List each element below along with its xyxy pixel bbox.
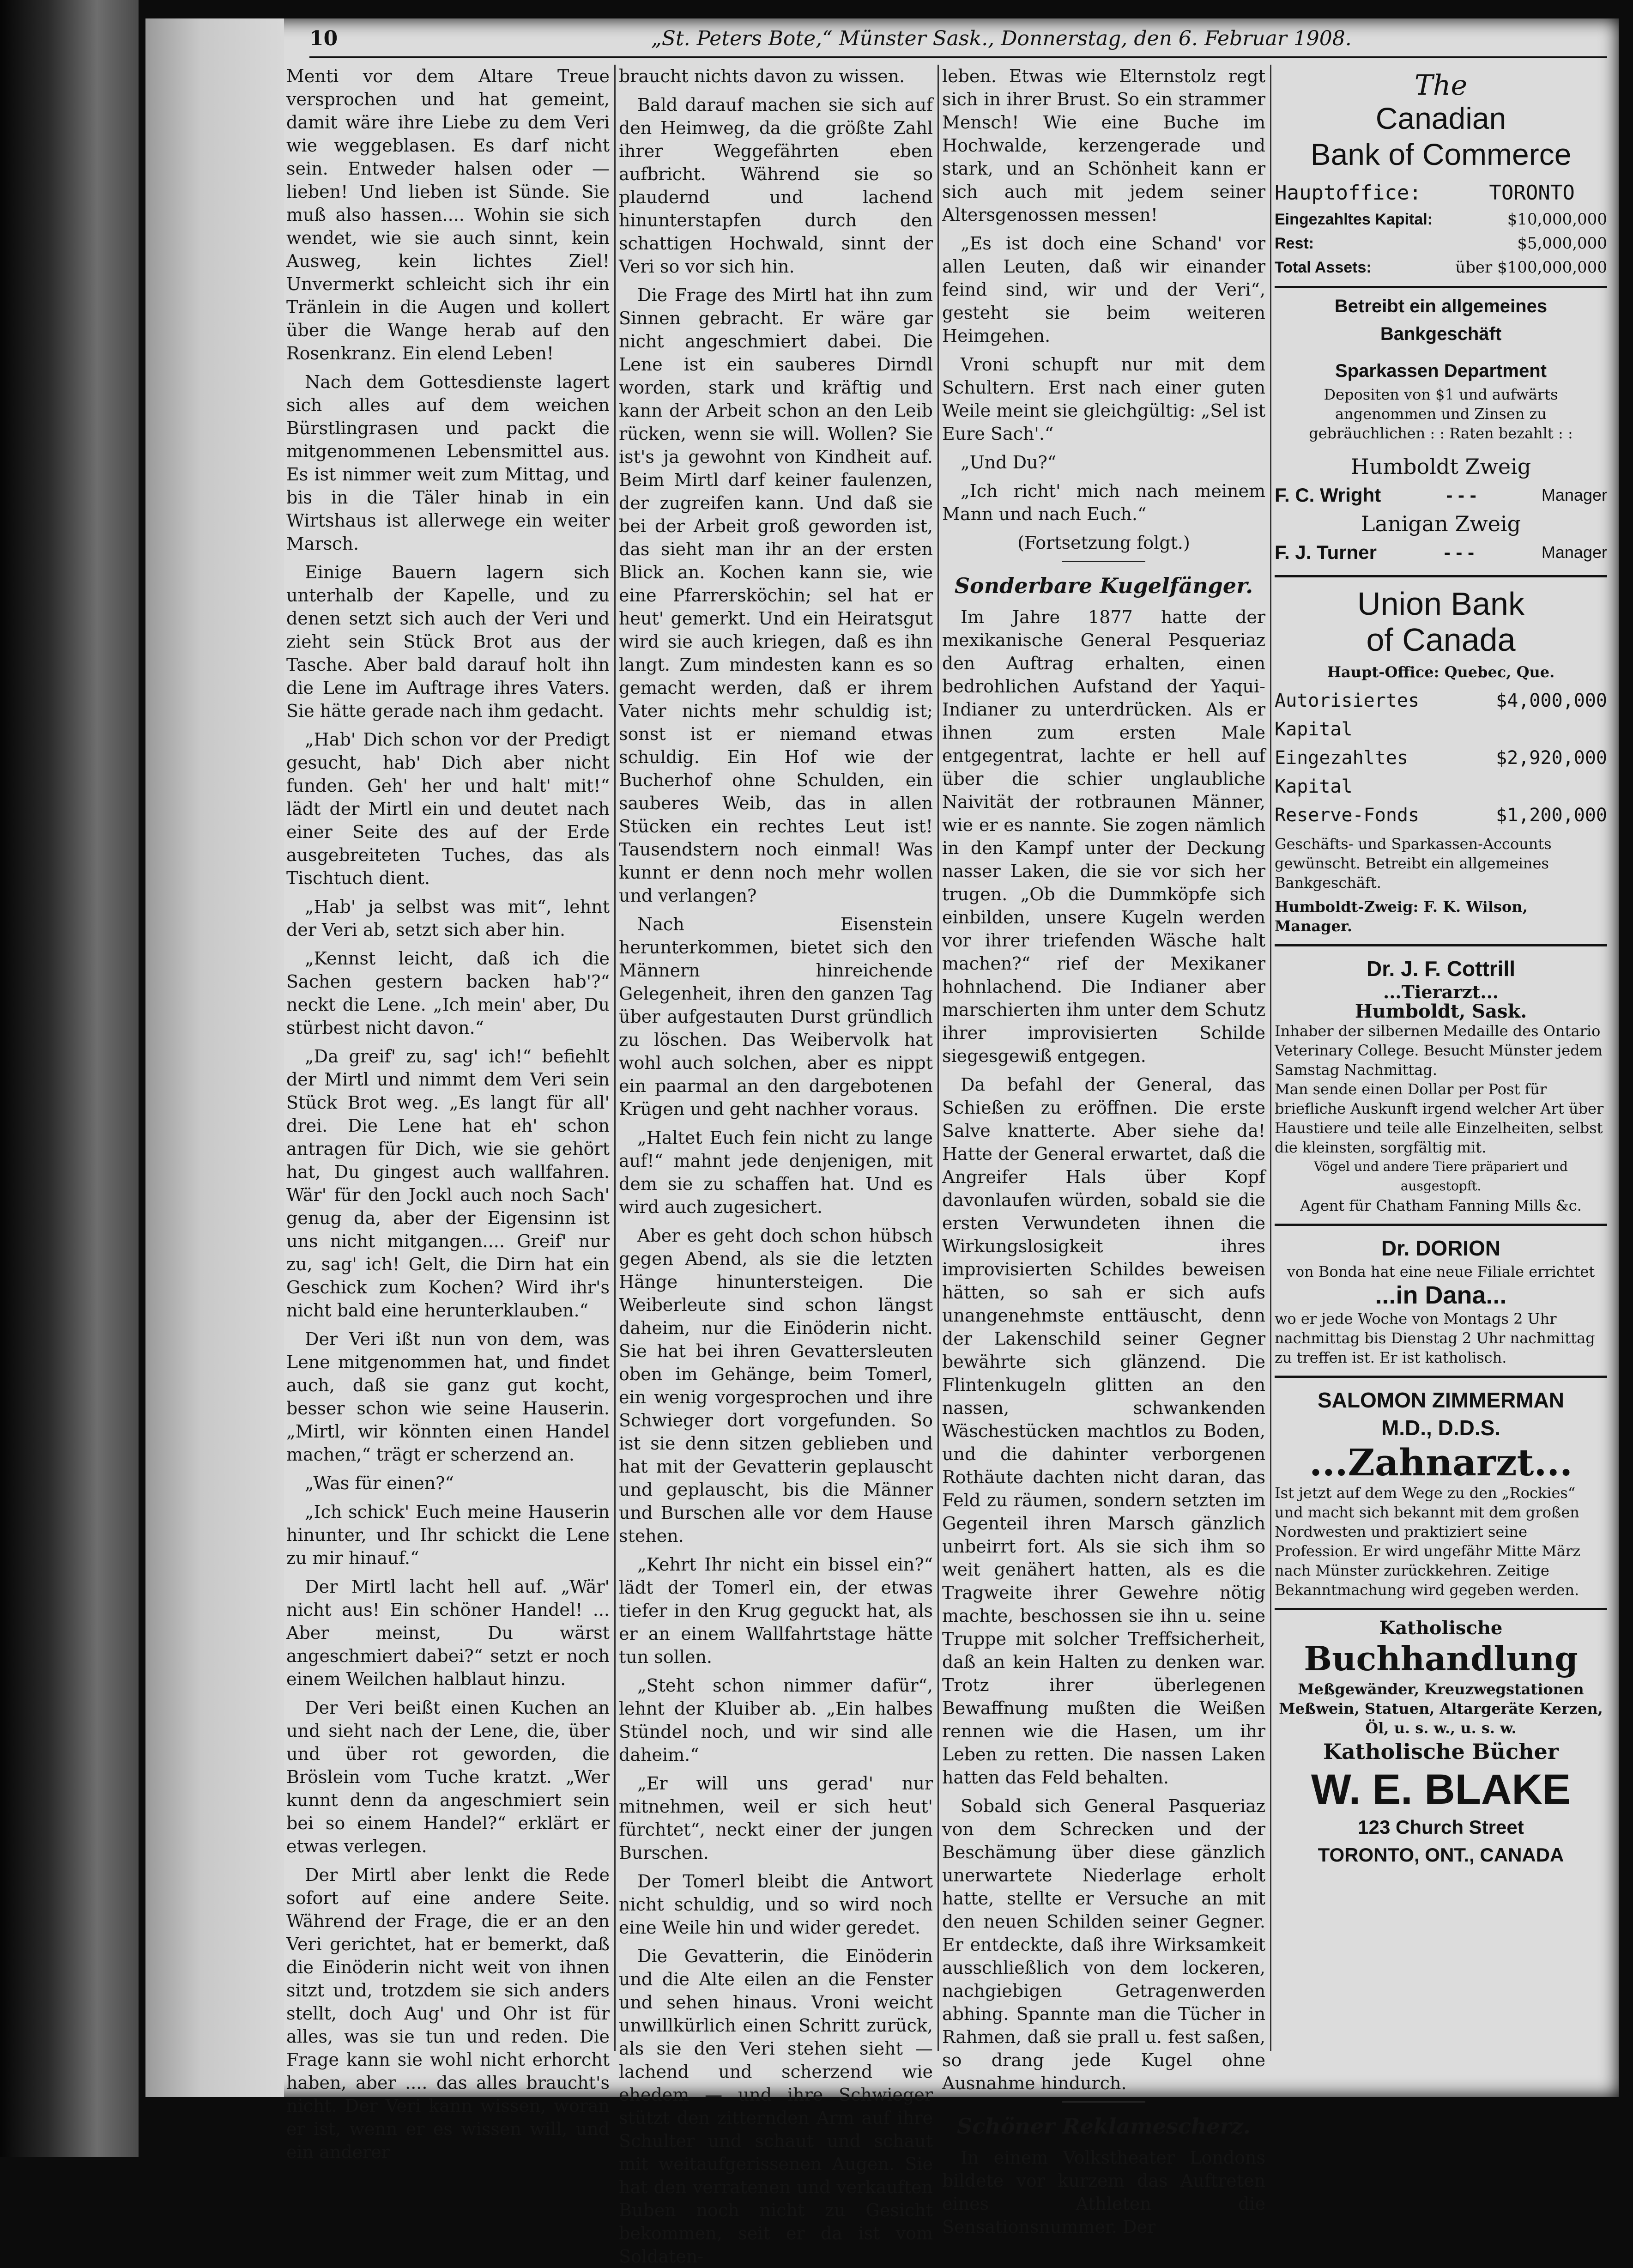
paragraph: braucht nichts davon zu wissen. [619, 66, 905, 86]
column-rule [1270, 65, 1271, 2051]
paragraph: Nach Eisenstein herunterkommen, bietet sich den Männern hinreichende Gelegenheit, ihren den ganzen Tag über aufgestauten Durst gründlich zu löschen. Das Weibervolk hat wohl auch solchen, aber es nippt ein paarmal an den dargebotenen Krügen und geht nachher voraus. [619, 914, 933, 1119]
row-label: Eingezahltes Kapital: [1275, 211, 1433, 228]
row-value: $5,000,000 [1517, 234, 1607, 253]
book-binding [0, 0, 139, 2157]
ad-union-bank [1275, 577, 1607, 946]
doctor-line: von Bonda hat eine neue Filiale errichtet [1287, 1263, 1595, 1280]
paragraph: Der Tomerl bleibt die Antwort nicht schuldig, und so wird noch eine Weile hin und wider geredet. [619, 1871, 933, 1938]
vet-title: ...Tierarzt... [1383, 982, 1499, 1002]
ad-dr-dorion [1275, 1226, 1607, 1378]
vet-text: Inhaber der silbernen Medaille des Ontario Veterinary College. Besucht Münster jedem Samstag Nachmittag. [1275, 1022, 1603, 1079]
bookstore-street: 123 Church Street [1358, 1816, 1524, 1838]
paragraph: „Kehrt Ihr nicht ein bissel ein?“ lädt der Tomerl ein, der etwas tiefer in den Krug geguckt hat, als er an einem Wallfahrtstage hätte tun sollen. [619, 1554, 933, 1667]
manager-name: F. C. Wright [1275, 484, 1381, 506]
row-label: Autorisiertes Kapital [1275, 690, 1420, 740]
manager-name: F. J. Turner [1275, 541, 1377, 563]
paragraph: „Was für einen?“ [305, 1473, 454, 1493]
head-office: Haupt-Office: Quebec, Que. [1327, 663, 1555, 681]
page-header [309, 24, 1607, 58]
paragraph: Einige Bauern lagern sich unterhalb der Kapelle, und zu denen setzt sich auch der Veri und zieht sein Stück Brot aus der Tasche. Aber bald darauf holt ihn die Lene im Auftrage ihres Vaters. Sie hätte gerade nach ihm gedacht. [286, 562, 610, 721]
head-office-city: TORONTO [1489, 181, 1575, 205]
paragraph: Im Jahre 1877 hatte der mexikanische General Pesqueriaz den Auftrag erhalten, einen bedrohlichen Aufstand der Yaqui-Indianer zu unterdrücken. Als er ihnen zum ersten Male entgegentrat, lachte er hell auf über die schier unglaubliche Naivität der rotbraunen Männer, wie er es nannte. Sie zogen nämlich in den Kampf unter der Deckung nasser Laken, die sie vor sich her trugen. „Ob die Dummköpfe sich einbilden, unsere Kugeln werden vor ihrer triefenden Wäsche halt machen?“ rief der Mexikaner hohnlachend. Die Indianer aber marschierten ihm unter dem Schutz ihrer improvisierten Schilde siegesgewiß entgegen. [942, 607, 1265, 1066]
page-number: 10 [309, 27, 338, 50]
ad-veterinarian [1275, 946, 1607, 1226]
head-office-label: Hauptoffice: [1275, 181, 1421, 205]
doctor-name: Dr. DORION [1381, 1236, 1501, 1260]
bookstore-kath: Katholische [1379, 1617, 1503, 1639]
column-1 [286, 65, 610, 2162]
bank-name: Bank of Commerce [1310, 137, 1572, 171]
row-label: Rest: [1275, 235, 1314, 252]
bookstore-books: Katholische Bücher [1323, 1739, 1559, 1764]
paragraph: „Haltet Euch fein nicht zu lange auf!“ mahnt jede denjenigen, mit dem sie zu schaffen hat. Und es wird auch zugesichert. [619, 1128, 933, 1217]
paragraph: „Ich schick' Euch meine Hauserin hinunter, und Ihr schickt die Lene zu mir hinauf.“ [286, 1502, 610, 1568]
column-rule [937, 65, 939, 2051]
dentist-title: ...Zahnarzt... [1309, 1441, 1573, 1484]
savings-text: Depositen von $1 und aufwärts angenommen und Zinsen zu gebräuchlichen : : Raten bezahlt : : [1309, 386, 1573, 442]
paragraph: „Hab' Dich schon vor der Predigt gesucht, hab' Dich aber nicht funden. Geh' her und halt' mit!“ lädt der Mirtl ein und deutet nach einer Seite des auf der Erde ausgebreiteten Tuches, das als Tischtuch dient. [286, 729, 610, 888]
paragraph: „Hab' ja selbst was mit“, lehnt der Veri ab, setzt sich aber hin. [286, 897, 610, 940]
vet-text: Vögel und andere Tiere präpariert und ausgestopft. [1314, 1159, 1568, 1194]
paragraph: Da befahl der General, das Schießen zu eröffnen. Die erste Salve knatterte. Aber siehe da! Hatte der General erwartet, daß die Angreifer Hals über Kopf davonlaufen würden, sobald sie die ersten Verwundeten ihnen die Wirkungslosigkeit ihres improvisierten Schildes beweisen hätten, so sah er sich aufs unangenehmste enttäuscht, denn der Lakenschild seiner Gegner bewährte sich glänzend. Die Flintenkugeln glitten an den nassen, schwankenden Wäschestücken machtlos zu Boden, und die dahinter verborgenen Rothäute dachten nicht daran, das Feld zu räumen, sondern setzten im Gegenteil ihren Marsch gänzlich unbeirrt fort. Als sie sich ihm so weit genähert hatten, als es die Tragweite ihrer Gewehre nötig machte, beschossen sie ihn u. seine Truppe mit solcher Treffsicherheit, daß an kein Halten zu denken war. Trotz ihrer überlegenen Bewaffnung mußten die Weißen rennen wie die Hasen, um ihr Leben zu retten. Die nassen Laken hatten das Feld behalten. [942, 1074, 1265, 1788]
capital-row [1275, 255, 1607, 279]
column-3 [942, 65, 1265, 2237]
page-gutter [145, 18, 284, 2097]
divider [1062, 2101, 1145, 2103]
dentist-text: Ist jetzt auf dem Wege zu den „Rockies“ und macht sich bekannt mit dem großen Nordwesten und praktiziert seine Profession. Er wird ungefähr Mitte März nach Münster zurückkehren. Zeitige Bekanntmachung wird gegeben werden. [1275, 1484, 1581, 1599]
paragraph: Der Veri ißt nun von dem, was Lene mitgenommen hat, und findet auch, daß sie ganz gut kocht, besser schon wie seine Hauserin. „Mirtl, wir könnten einen Handel machen,“ trägt er scherzend an. [286, 1329, 610, 1465]
manager-label: Manager [1541, 543, 1607, 562]
paragraph: Sobald sich General Pasqueriaz von dem Schrecken und der Beschämung über diese gänzlich unerwartete Niederlage erholt hatte, stellte er Versuche an mit den neuen Schilden seiner Gegner. Er entdeckte, daß ihre Wirksamkeit ausschließlich von dem lockeren, nachgiebigen Getragenwerden abhing. Spannte man die Tücher in Rahmen, daß sie prall u. fest saßen, so drang jede Kugel ohne Ausnahme hindurch. [942, 1796, 1265, 2093]
dentist-degree: M.D., D.D.S. [1381, 1416, 1501, 1440]
row-value: $2,920,000 [1496, 747, 1607, 769]
paragraph: In einem Volkstheater Londons bildete vor kurzem das Auftreten eines Athleten die Sensationsnummer. Der [942, 2147, 1265, 2237]
divider [1062, 561, 1145, 562]
branch-name: Humboldt Zweig [1350, 454, 1531, 479]
bookstore-items: Meßgewänder, Kreuzwegstationen Meßwein, Statuen, Altargeräte Kerzen, Öl, u. s. w., u. s. w. [1279, 1680, 1603, 1737]
branch-line: Humboldt-Zweig: F. K. Wilson, Manager. [1275, 898, 1528, 935]
row-value: $4,000,000 [1496, 690, 1607, 711]
dashes: - - - [1446, 484, 1476, 506]
vet-name: Dr. J. F. Cottrill [1366, 957, 1516, 981]
masthead-line: „St. Peters Bote,“ Münster Sask., Donnerstag, den 6. Februar 1908. [651, 27, 1352, 50]
ad-the: The [1414, 69, 1468, 102]
paragraph: Die Frage des Mirtl hat ihn zum Sinnen gebracht. Er wäre gar nicht angeschmiert dabei. Die Lene ist ein sauberes Dirndl worden, stark und kräftig und kann der Arbeit schon an den Leib rücken, wenn sie will. Wollen? Sie ist's ja gewohnt von Kindheit auf. Beim Mirtl darf keiner faulenzen, der zugreifen kann. Und daß sie bei der Arbeit groß geworden ist, das sieht man ihr an der ersten Blick an. Kochen kann sie, wie eine Pfarrersköchin; sel hat er heut' gemerkt. Und ein Heiratsgut wird sie auch kriegen, daß es ihn langt. Zum mindesten kann es so gemacht werden, daß er ihrem Vater nichts mehr schuldig ist; sonst ist er niemand etwas schuldig. Ein Hof wie der Bucherhof ohne Schulden, ein sauberes Weib, das in allen Stücken ein rechtes Leut ist! Tausendstern noch einmal! Was kunnt er denn noch mehr wollen und verlangen? [619, 285, 933, 906]
paragraph: „Kennst leicht, daß ich die Sachen gestern backen hab'?“ neckt die Lene. „Ich mein' aber, Du stürbest nicht davon.“ [286, 948, 610, 1038]
paragraph: Aber es geht doch schon hübsch gegen Abend, als sie die letzten Hänge hinuntersteigen. Die Weiberleute sind schon längst daheim, nur die Einöderin nicht. Sie hat bei ihren Gevattersleuten oben im Gehänge, beim Tomerl, ein wenig vorgesprochen und ihre Schwieger dort vorgefunden. So ist sie denn sitzen geblieben und hat mit der Gevatterin geplauscht und geplauscht, bis die Männer und Burschen alle vor dem Hause stehen. [619, 1225, 933, 1546]
bank-name: Union Bank [1357, 586, 1524, 622]
paragraph: Der Mirtl aber lenkt die Rede sofort auf eine andere Seite. Während der Frage, die er an den Veri gerichtet, hat er bemerkt, daß die Einöderin nicht weit von ihnen sitzt und, trotzdem sie sich anders stellt, doch Aug' und Ohr ist für alles, was sie tun und reden. Die Frage kann sie wohl nicht erhorcht haben, aber .... das alles braucht's nicht. Der Veri kann wissen, woran er ist, wenn er es wissen will, und ein anderer [286, 1865, 610, 2162]
paragraph: Bald darauf machen sie sich auf den Heimweg, da die größte Zahl ihrer Weggefährten eben aufbricht. Während sie so plaudernd und lachend hinunterstapfen durch den schattigen Hochwald, sinnt der Veri so vor sich hin. [619, 95, 933, 277]
row-label: Reserve-Fonds [1275, 805, 1420, 826]
continued-note: (Fortsetzung folgt.) [1017, 533, 1190, 553]
paragraph: „Und Du?“ [961, 452, 1057, 473]
row-label: Eingezahltes Kapital [1275, 747, 1408, 797]
doctor-place: ...in Dana... [1375, 1281, 1507, 1309]
doctor-text: wo er jede Woche von Montags 2 Uhr nachmittag bis Dienstag 2 Uhr nachmittag zu treffen ist. Er ist katholisch. [1275, 1310, 1595, 1366]
row-value: über $100,000,000 [1455, 258, 1607, 277]
bookstore-city: TORONTO, ONT., CANADA [1318, 1844, 1564, 1866]
vet-text: Man sende einen Dollar per Post für briefliche Auskunft irgend welcher Art über Haustiere und teile alle Einzelheiten, selbst die kleinsten, sorgfältig mit. [1275, 1080, 1604, 1156]
paragraph: Der Veri beißt einen Kuchen an und sieht nach der Lene, die, über und über rot geworden, die Bröslein vom Tuche kratzt. „Wer kunnt denn da angeschmiert sein bei so einem Handel?“ erklärt er etwas verlegen. [286, 1698, 610, 1856]
article-title: Sonderbare Kugelfänger. [954, 573, 1253, 598]
article-title: Schöner Reklamescherz. [957, 2114, 1251, 2139]
column-2 [619, 65, 933, 2267]
paragraph: „Da greif' zu, sag' ich!“ befiehlt der Mirtl und nimmt dem Veri sein Stück Brot weg. „Es langt für all' drei. Die Lene hat eh' schon antragen für Dich, wie sie gehört hat, Du gingest auch wallfahren. Wär' für den Jockl auch noch Sach' genug da, aber der Eigensinn ist uns nicht mitgangen.... Greif' nur zu, sag' ich! Gelt, die Dirn hat ein Geschick zum Kochen? Wird ihr's nicht bald eine herunterklauben.“ [286, 1046, 610, 1321]
savings-title: Sparkassen Department [1335, 361, 1547, 381]
head-office [1275, 179, 1607, 207]
manager-label: Manager [1541, 485, 1607, 504]
paragraph: Die Gevatterin, die Einöderin und die Alte eilen an die Fenster und sehen hinaus. Vroni weicht unwillkürlich einen Schritt zurück, als sie den Veri stehen sieht — lachend und scherzend wie ehedem — und ihre Schwieger stützt den zitternden Arm auf ihre Schulter und schaut und schaut mit weitaufgerissenen Augen. Sie hat den verratenen und verkauften Buben noch nicht zu Gesicht bekommen, seit er da ist vom Soldaten- [619, 1946, 933, 2267]
column-rule [614, 65, 616, 2051]
advertisements-column [1275, 62, 1607, 2049]
paragraph: leben. Etwas wie Elternstolz regt sich in ihrer Brust. So ein strammer Mensch! Wie eine Buche im Hochwalde, kerzengerade und stark, und an Schönheit kann er sich auch mit jedem seiner Altersgenossen messen! [942, 66, 1265, 225]
paragraph: „Er will uns gerad' nur mitnehmen, weil er sich heut' fürchtet“, neckt einer der jungen Burschen. [619, 1773, 933, 1863]
paragraph: Menti vor dem Altare Treue versprochen und hat gemeint, damit wäre ihre Liebe zu dem Veri wie weggeblasen. Es darf nicht sein. Entweder halsen oder — lieben! Und lieben ist Sünde. Sie muß also hassen.... Wohin sie sich wendet, wie sie auch sinnt, kein Ausweg, kein lichtes Ziel! Unvermerkt schleicht sich ihr ein Tränlein in die Augen und kollert über die Wange herab auf den Rosenkranz. Ein elend Leben! [286, 66, 610, 364]
vet-city: Humboldt, Sask. [1355, 1001, 1527, 1022]
paragraph: „Ich richt' mich nach meinem Mann und nach Euch.“ [942, 481, 1265, 524]
branch-name: Lanigan Zweig [1361, 511, 1521, 536]
paragraph: „Steht schon nimmer dafür“, lehnt der Kluiber ab. „Ein halbes Stündel noch, und wir sind alle daheim.“ [619, 1675, 933, 1765]
ad-bookstore [1275, 1610, 1607, 1877]
bank-name: Canadian [1375, 101, 1506, 135]
capital-row [1275, 801, 1607, 830]
capital-row [1275, 686, 1607, 744]
paragraph: Nach dem Gottesdienste lagert sich alles auf dem weichen Bürstlingrasen und packt die mitgenommenen Lebensmittel aus. Es ist nimmer weit zum Mittag, und bis in die Täler hinab in ein Wirtshaus ist allerwege ein weiter Marsch. [286, 372, 610, 554]
capital-row [1275, 231, 1607, 255]
bookstore-title: Buchhandlung [1304, 1639, 1578, 1678]
manager-row [1275, 481, 1607, 509]
bank-business: Betreibt ein allgemeines Bankgeschäft [1275, 286, 1607, 348]
bank-name: of Canada [1366, 622, 1516, 658]
row-value: $10,000,000 [1507, 210, 1607, 229]
dashes: - - - [1444, 541, 1475, 563]
bookstore-name: W. E. BLAKE [1311, 1766, 1571, 1813]
bank-text: Geschäfts- und Sparkassen-Accounts gewünscht. Betreibt ein allgemeines Bankgeschäft. [1275, 835, 1552, 891]
dentist-name: SALOMON ZIMMERMAN [1317, 1388, 1565, 1412]
row-label: Total Assets: [1275, 259, 1372, 276]
paragraph: Der Mirtl lacht hell auf. „Wär' nicht aus! Ein schöner Handel! ... Aber meinst, Du wärst angeschmiert dabei?“ setzt er noch einem Weilchen halblaut hinzu. [286, 1577, 610, 1689]
paragraph: Vroni schupft nur mit dem Schultern. Erst nach einer guten Weile meint sie gleichgültig: „Sel ist Eure Sach'.“ [942, 354, 1265, 444]
ad-dentist [1275, 1378, 1607, 1610]
row-value: $1,200,000 [1496, 805, 1607, 826]
manager-row [1275, 538, 1607, 567]
vet-agent: Agent für Chatham Fanning Mills &c. [1300, 1197, 1582, 1214]
paragraph: „Es ist doch eine Schand' vor allen Leuten, daß wir einander feind sind, wir und der Veri“, gesteht sie beim weiteren Heimgehen. [942, 233, 1265, 346]
capital-row [1275, 207, 1607, 231]
ad-canadian-bank-of-commerce [1275, 62, 1607, 577]
capital-row [1275, 744, 1607, 801]
